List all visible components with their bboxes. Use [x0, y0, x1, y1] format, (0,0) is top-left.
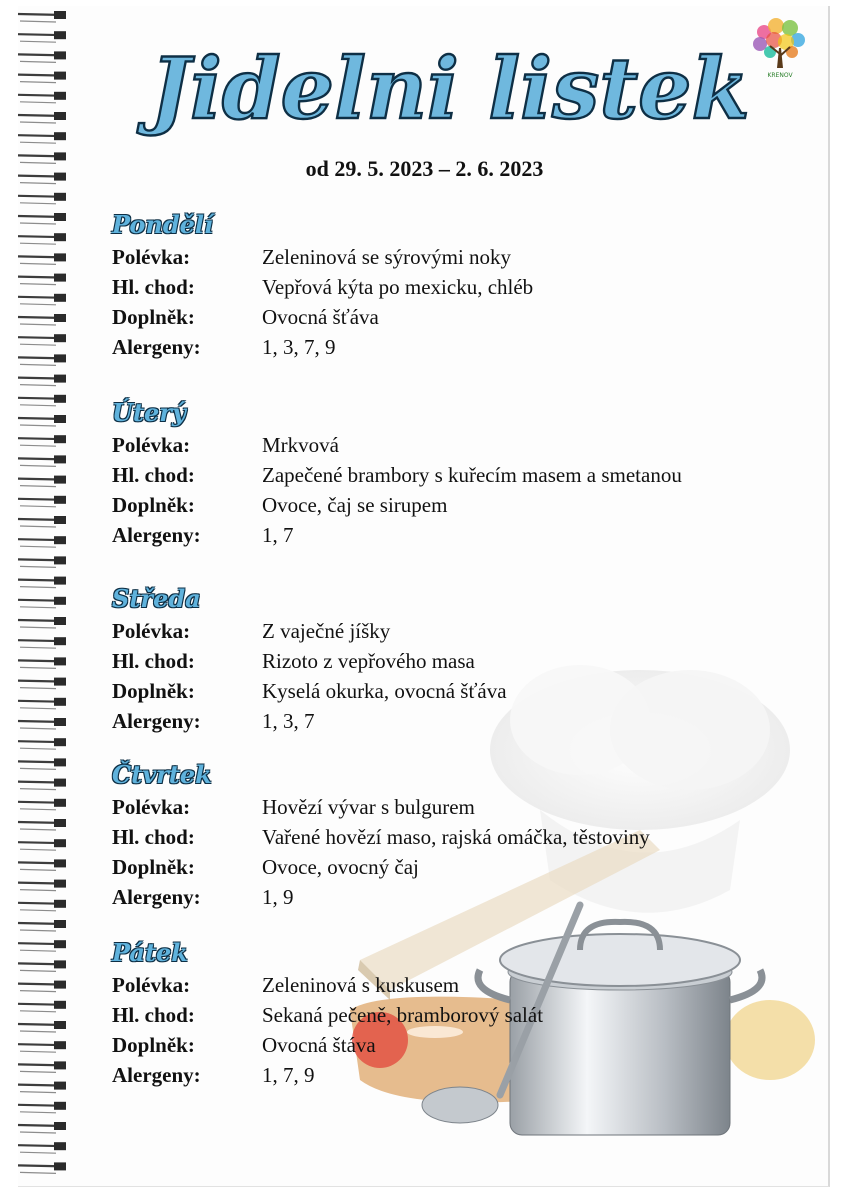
row-value: Sekaná pečeně, bramborový salát	[262, 1003, 544, 1027]
row-label: Alergeny:	[112, 523, 201, 547]
row-value: 1, 3, 7, 9	[262, 335, 336, 359]
menu-row-extra	[112, 490, 812, 520]
row-label: Doplněk:	[112, 855, 195, 879]
row-label: Polévka:	[112, 433, 191, 457]
row-value: Vepřová kýta po mexicku, chléb	[262, 275, 534, 299]
row-value: Ovoce, ovocný čaj	[262, 855, 419, 879]
row-label: Polévka:	[112, 795, 191, 819]
row-value: 1, 7	[262, 523, 294, 547]
row-label: Polévka:	[112, 973, 191, 997]
menu-row-extra	[112, 852, 812, 882]
row-label: Alergeny:	[112, 709, 201, 733]
day-name: Úterý	[112, 398, 186, 427]
date-range: od 29. 5. 2023 – 2. 6. 2023	[305, 156, 544, 181]
menu-row-main	[112, 822, 812, 852]
day-name: Čtvrtek	[112, 760, 212, 789]
row-value: Kyselá okurka, ovocná šťáva	[262, 679, 507, 703]
row-label: Hl. chod:	[112, 825, 195, 849]
menu-row-allergens	[112, 520, 812, 550]
menu-row-main	[112, 460, 812, 490]
row-value: Zapečené brambory s kuřecím masem a smetanou	[262, 463, 682, 487]
menu-row-extra	[112, 1030, 812, 1060]
menu-row-main	[112, 646, 812, 676]
menu-row-main	[112, 1000, 812, 1030]
row-label: Doplněk:	[112, 305, 195, 329]
day-name: Pátek	[112, 938, 188, 967]
row-value: 1, 3, 7	[262, 709, 315, 733]
menu-row-extra	[112, 302, 812, 332]
row-value: Ovocná štáva	[262, 1033, 376, 1057]
row-value: Zeleninová s kuskusem	[262, 973, 460, 997]
row-value: Ovocná šťáva	[262, 305, 379, 329]
row-value: Hovězí vývar s bulgurem	[262, 795, 475, 819]
row-label: Doplněk:	[112, 1033, 195, 1057]
day-name: Pondělí	[112, 210, 214, 239]
day-section	[112, 758, 812, 912]
row-label: Hl. chod:	[112, 275, 195, 299]
row-label: Alergeny:	[112, 885, 201, 909]
row-value: 1, 9	[262, 885, 294, 909]
row-value: Vařené hovězí maso, rajská omáčka, těstoviny	[262, 825, 650, 849]
row-label: Hl. chod:	[112, 1003, 195, 1027]
menu-row-soup	[112, 242, 812, 272]
row-value: Z vaječné jíšky	[262, 619, 391, 643]
menu-row-soup	[112, 792, 812, 822]
menu-row-allergens	[112, 1060, 812, 1090]
menu-row-soup	[112, 970, 812, 1000]
menu-row-soup	[112, 430, 812, 460]
menu-row-allergens	[112, 706, 812, 736]
row-value: Mrkvová	[262, 433, 339, 457]
menu-row-soup	[112, 616, 812, 646]
menu-row-allergens	[112, 332, 812, 362]
day-section	[112, 396, 812, 550]
row-label: Hl. chod:	[112, 463, 195, 487]
day-name: Středa	[112, 584, 201, 613]
row-label: Hl. chod:	[112, 649, 195, 673]
row-label: Alergeny:	[112, 1063, 201, 1087]
svg-text:Jidelni listek: Jidelni listek	[150, 39, 750, 138]
row-value: Ovoce, čaj se sirupem	[262, 493, 448, 517]
row-label: Polévka:	[112, 619, 191, 643]
menu-row-main	[112, 272, 812, 302]
row-label: Alergeny:	[112, 335, 201, 359]
row-value: 1, 7, 9	[262, 1063, 315, 1087]
day-section	[112, 936, 812, 1090]
menu-row-extra	[112, 676, 812, 706]
menu-row-allergens	[112, 882, 812, 912]
svg-text:KRENOV: KRENOV	[767, 72, 793, 79]
row-label: Doplněk:	[112, 493, 195, 517]
day-section	[112, 208, 812, 362]
row-label: Polévka:	[112, 245, 191, 269]
row-value: Rizoto z vepřového masa	[262, 649, 475, 673]
day-section	[112, 582, 812, 736]
row-label: Doplněk:	[112, 679, 195, 703]
row-value: Zeleninová se sýrovými noky	[262, 245, 512, 269]
